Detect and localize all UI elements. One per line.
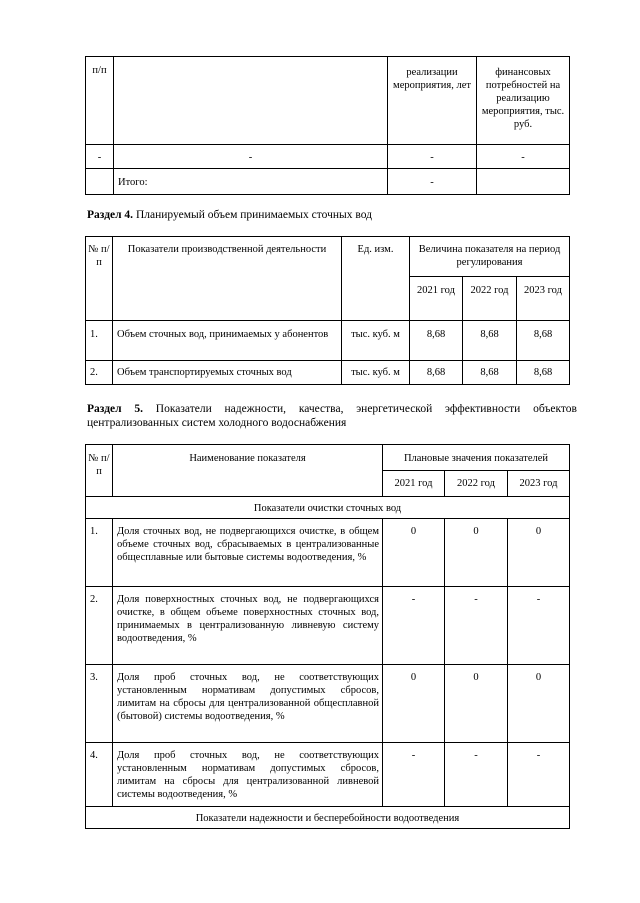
table-total-row <box>86 169 570 195</box>
cell-value: 8,68 <box>517 361 570 385</box>
cell-value: 8,68 <box>517 321 570 361</box>
group-header-row <box>86 497 570 519</box>
cell-term: - <box>388 145 477 169</box>
cell-value: 0 <box>508 519 570 587</box>
header-term: реализации мероприятия, лет <box>388 57 477 145</box>
cell-value: 0 <box>445 519 508 587</box>
cell-value: 0 <box>445 665 508 743</box>
cell-name: - <box>114 145 388 169</box>
cell-fin <box>477 169 570 195</box>
cell-num: 3. <box>86 665 113 743</box>
cell-name: Объем сточных вод, принимаемых у абонентов <box>113 321 342 361</box>
table-row <box>86 665 570 743</box>
table-row <box>86 145 570 169</box>
table-header-row <box>86 237 570 277</box>
section-5-number: Раздел 5. <box>87 403 143 415</box>
group-title-reliability: Показатели надежности и бесперебойности водоотведения <box>86 807 570 829</box>
cell-num: 2. <box>86 587 113 665</box>
measures-table <box>85 56 570 195</box>
section-5-title: Показатели надежности, качества, энергетической эффективности объектов централизованных систем холодного водоснабжения <box>87 403 577 429</box>
cell-value: - <box>508 587 570 665</box>
cell-value: - <box>445 743 508 807</box>
header-fin: финансовых потребностей на реализацию мероприятия, тыс. руб. <box>477 57 570 145</box>
table-row <box>86 519 570 587</box>
header-year: 2021 год <box>410 277 463 321</box>
cell-term: - <box>388 169 477 195</box>
cell-num: 2. <box>86 361 113 385</box>
cell-num: - <box>86 145 114 169</box>
header-year: 2022 год <box>463 277 517 321</box>
header-year: 2023 год <box>517 277 570 321</box>
header-planned: Плановые значения показателей <box>383 445 570 471</box>
header-year: 2021 год <box>383 471 445 497</box>
cell-name: Доля проб сточных вод, не соответствующих установленным нормативам допустимых сбросов, лимитам на сбросы для централизованной общесплавной (бытовой) системы водоотведения, % <box>113 665 383 743</box>
header-year: 2022 год <box>445 471 508 497</box>
cell-name: Доля поверхностных сточных вод, не подвергающихся очистке, в общем объеме поверхностных сточных вод, принимаемых в централизованную ливневую систему водоотведения, % <box>113 587 383 665</box>
section-5-heading <box>87 402 577 430</box>
header-value: Величина показателя на период регулирования <box>410 237 570 277</box>
header-indicators: Показатели производственной деятельности <box>113 237 342 321</box>
section-4-number: Раздел 4. <box>87 209 134 221</box>
header-num: № п/п <box>86 237 113 321</box>
table-row <box>86 321 570 361</box>
cell-name: Доля сточных вод, не подвергающихся очистке, в общем объеме сточных вод, сбрасываемых в централизованные общесплавные или бытовые системы водоотведения, % <box>113 519 383 587</box>
cell-value: - <box>383 743 445 807</box>
header-year: 2023 год <box>508 471 570 497</box>
table-header-row <box>86 57 570 145</box>
cell-value: 8,68 <box>410 361 463 385</box>
cell-unit: тыс. куб. м <box>342 361 410 385</box>
cell-value: - <box>445 587 508 665</box>
total-label: Итого: <box>114 169 388 195</box>
cell-num: 1. <box>86 519 113 587</box>
group-title-treatment: Показатели очистки сточных вод <box>86 497 570 519</box>
cell-num: 4. <box>86 743 113 807</box>
cell-value: 0 <box>383 665 445 743</box>
cell-name: Объем транспортируемых сточных вод <box>113 361 342 385</box>
header-name <box>114 57 388 145</box>
section-4-heading <box>87 208 577 222</box>
header-unit: Ед. изм. <box>342 237 410 321</box>
wastewater-volume-table <box>85 236 570 385</box>
cell-value: 0 <box>508 665 570 743</box>
section-4-title: Планируемый объем принимаемых сточных вод <box>135 209 372 221</box>
cell-value: 8,68 <box>410 321 463 361</box>
header-name: Наименование показателя <box>113 445 383 497</box>
cell-unit: тыс. куб. м <box>342 321 410 361</box>
cell-value: - <box>383 587 445 665</box>
table-row <box>86 587 570 665</box>
header-num: п/п <box>86 57 114 145</box>
cell-fin: - <box>477 145 570 169</box>
cell-value: - <box>508 743 570 807</box>
cell-value: 8,68 <box>463 361 517 385</box>
table-row <box>86 361 570 385</box>
header-num: № п/п <box>86 445 113 497</box>
cell-name: Доля проб сточных вод, не соответствующих установленным нормативам допустимых сбросов, лимитам на сбросы для централизованной ливневой системы водоотведения, % <box>113 743 383 807</box>
indicators-table <box>85 444 570 829</box>
table-row <box>86 743 570 807</box>
cell-num: 1. <box>86 321 113 361</box>
cell-num <box>86 169 114 195</box>
cell-value: 0 <box>383 519 445 587</box>
cell-value: 8,68 <box>463 321 517 361</box>
table-header-row <box>86 445 570 471</box>
group-header-row <box>86 807 570 829</box>
